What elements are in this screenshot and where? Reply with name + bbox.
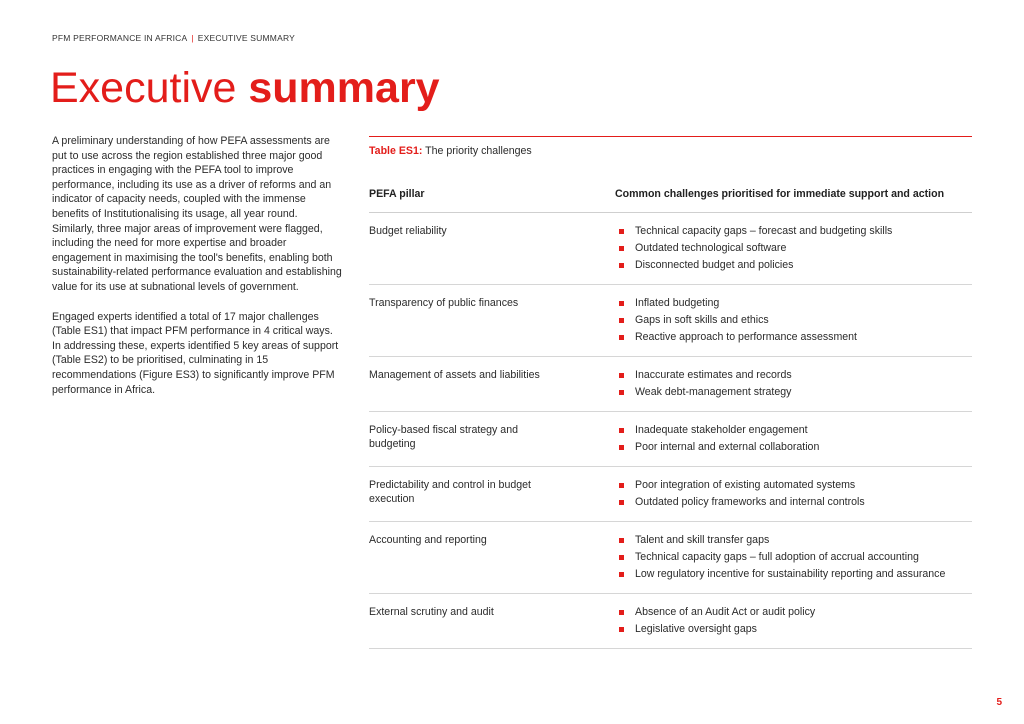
challenge-item — [615, 567, 972, 584]
report-name: PFM PERFORMANCE IN AFRICA — [52, 33, 188, 43]
challenges-cell — [615, 296, 972, 347]
table-caption — [369, 145, 972, 157]
challenge-text: Gaps in soft skills and ethics — [635, 314, 769, 326]
challenge-text: Inadequate stakeholder engagement — [635, 424, 808, 436]
bullet-icon — [619, 445, 624, 450]
challenge-text: Poor internal and external collaboration — [635, 441, 820, 453]
header-separator: | — [191, 33, 194, 43]
title-bold: summary — [248, 64, 440, 112]
table-row — [369, 213, 972, 285]
challenge-item — [615, 241, 972, 258]
header-challenges: Common challenges prioritised for immediate support and action — [615, 188, 945, 200]
bullet-icon — [619, 538, 624, 543]
challenge-item — [615, 368, 972, 385]
bullet-icon — [619, 301, 624, 306]
bullet-icon — [619, 373, 624, 378]
challenges-cell — [615, 533, 972, 584]
intro-paragraph-1: A preliminary understanding of how PEFA assessments are put to use across the region established three major good practices in engaging with the PEFA tool to improve performance, including its use as a driver of reforms and an indicator of capacity needs, coupled with the immense benefits of Institutionalising its usage, all year round. Similarly, three major areas of improvement were flagged, including the need for more expertise and broader engagement in maximising the tool's benefits, enabling both sustainability-related performance evaluation and establishing value for its use at subnational levels of government. — [52, 135, 342, 293]
challenges-cell — [615, 423, 972, 457]
pillar-cell: Management of assets and liabilities — [369, 369, 540, 381]
table-row — [369, 412, 972, 467]
challenge-text: Outdated technological software — [635, 242, 787, 254]
pillar-cell: External scrutiny and audit — [369, 606, 494, 618]
challenge-item — [615, 296, 972, 313]
bullet-icon — [619, 335, 624, 340]
bullet-icon — [619, 428, 624, 433]
challenge-text: Weak debt-management strategy — [635, 386, 792, 398]
bullet-icon — [619, 229, 624, 234]
bullet-icon — [619, 246, 624, 251]
challenge-text: Inflated budgeting — [635, 297, 720, 309]
table-row — [369, 467, 972, 522]
table-row — [369, 594, 972, 649]
table-top-rule — [369, 136, 972, 137]
intro-paragraph-2: Engaged experts identified a total of 17 major challenges (Table ES1) that impact PFM performance in 4 critical ways. In addressing these, experts identified 5 key areas of support (Table ES2) to be prioritised, culminating in 15 recommendations (Figure ES3) to significantly improve PFM performance in Africa. — [52, 310, 339, 396]
running-header — [52, 33, 295, 43]
challenge-item — [615, 423, 972, 440]
challenges-cell — [615, 478, 972, 512]
challenge-item — [615, 440, 972, 457]
table-caption-label: Table ES1: — [369, 145, 423, 157]
table-row — [369, 522, 972, 594]
challenge-item — [615, 550, 972, 567]
challenge-text: Technical capacity gaps – forecast and budgeting skills — [635, 225, 893, 237]
challenge-text: Low regulatory incentive for sustainability reporting and assurance — [635, 568, 946, 580]
challenge-item — [615, 622, 972, 639]
challenge-item — [615, 478, 972, 495]
priority-challenges-table — [369, 136, 972, 649]
challenge-text: Disconnected budget and policies — [635, 259, 794, 271]
bullet-icon — [619, 610, 624, 615]
challenge-text: Technical capacity gaps – full adoption of accrual accounting — [635, 551, 919, 563]
bullet-icon — [619, 483, 624, 488]
table-header — [369, 188, 972, 213]
page-title — [50, 62, 440, 114]
challenge-item — [615, 533, 972, 550]
challenge-item — [615, 258, 972, 275]
title-light: Executive — [50, 64, 249, 112]
bullet-icon — [619, 572, 624, 577]
challenge-text: Reactive approach to performance assessment — [635, 331, 857, 343]
bullet-icon — [619, 555, 624, 560]
bullet-icon — [619, 500, 624, 505]
challenge-item — [615, 605, 972, 622]
challenges-cell — [615, 605, 972, 639]
table-caption-text: The priority challenges — [422, 145, 532, 157]
pillar-cell: Policy-based fiscal strategy and budgeting — [369, 424, 518, 451]
challenge-text: Poor integration of existing automated systems — [635, 479, 856, 491]
challenge-text: Talent and skill transfer gaps — [635, 534, 770, 546]
challenge-item — [615, 385, 972, 402]
challenges-cell — [615, 224, 972, 275]
header-pefa-pillar: PEFA pillar — [369, 188, 425, 200]
table-body — [369, 213, 972, 649]
challenge-text: Absence of an Audit Act or audit policy — [635, 606, 816, 618]
challenge-item — [615, 330, 972, 347]
bullet-icon — [619, 627, 624, 632]
challenge-text: Outdated policy frameworks and internal controls — [635, 496, 865, 508]
challenge-item — [615, 313, 972, 330]
challenge-item — [615, 224, 972, 241]
table-row — [369, 357, 972, 412]
table-row — [369, 285, 972, 357]
challenge-text: Inaccurate estimates and records — [635, 369, 792, 381]
challenges-cell — [615, 368, 972, 402]
pillar-cell: Transparency of public finances — [369, 297, 519, 309]
bullet-icon — [619, 390, 624, 395]
pillar-cell: Accounting and reporting — [369, 534, 487, 546]
bullet-icon — [619, 318, 624, 323]
challenge-text: Legislative oversight gaps — [635, 623, 757, 635]
pillar-cell: Predictability and control in budget execution — [369, 479, 531, 506]
pillar-cell: Budget reliability — [369, 225, 447, 237]
page-number: 5 — [996, 697, 1002, 708]
intro-text — [52, 134, 342, 412]
section-name: EXECUTIVE SUMMARY — [197, 33, 295, 43]
bullet-icon — [619, 263, 624, 268]
challenge-item — [615, 495, 972, 512]
